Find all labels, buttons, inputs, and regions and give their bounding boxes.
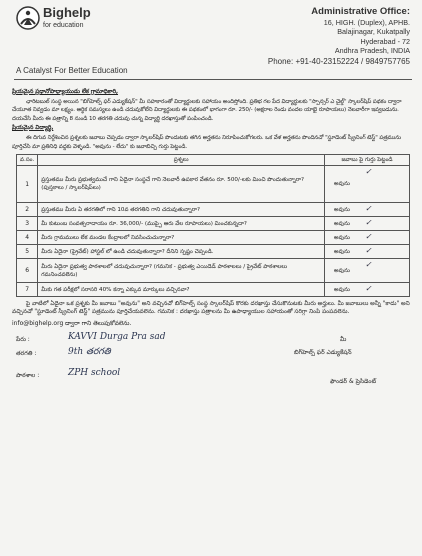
check-mark-icon: ✓: [365, 260, 372, 270]
table-row: [17, 259, 410, 283]
salutation-student: ప్రియమైన విద్యార్థి,: [12, 125, 54, 132]
office-title: Administrative Office:: [311, 6, 410, 17]
check-mark-icon: ✓: [365, 284, 372, 294]
table-row: [17, 217, 410, 231]
salutation-headmaster: ప్రియమైన ప్రధానోపాధ్యాయుడు లేక గ్రామాధికారి,: [12, 89, 119, 95]
row-question: మీరు ఏదైనా (ప్రైవేట్) హాస్టల్ లో ఉండి చదువుతున్నారా? దీనిని స్పష్టం చెప్పండి.: [38, 245, 325, 259]
row-question: మీరు ఏదైనా ప్రభుత్వ పాఠశాలలో చదువుచున్నారా? (గమనిక - ప్రభుత్వ ఎయిడెడ్ పాఠశాలలు / ప్రైవేట్ పాఠశాలలు గమనించవలెను): [38, 259, 325, 283]
brand-sub: for education: [43, 22, 84, 29]
eligibility-table: [16, 154, 410, 297]
row-no: 3: [17, 217, 38, 231]
answer-yes: అవును: [334, 248, 350, 255]
row-question: ప్రస్తుతము మీరు ప్రభుత్వముచే గాని ఏదైనా సంస్థచే గాని నెలవారీ ఉపకార వేతనం రూ. 500/-లకు మించి పొందుతున్నారా? (పుస్తకాలు / స్కాలర్‌షిప్‌లు): [38, 166, 325, 203]
row-no: 5: [17, 245, 38, 259]
answer-yes: అవును: [334, 206, 350, 213]
bighelp-logo-icon: [16, 6, 40, 30]
answer-yes: అవును: [334, 267, 350, 274]
row-question: మీకు గత పరీక్షలో సరాసరి 40% కన్నా ఎక్కువ మార్కులు వచ్చినవా?: [38, 283, 325, 297]
col-answer: జవాబు పై గుర్తు పెట్టండి: [325, 155, 410, 166]
col-no: వ.సం.: [17, 155, 38, 166]
answer-cell[interactable]: [325, 259, 410, 283]
answer-cell[interactable]: [325, 203, 410, 217]
row-no: 7: [17, 283, 38, 297]
founder-title: ఫౌండర్ & ప్రెసిడెంట్: [330, 377, 377, 385]
class-row: [12, 346, 414, 360]
office-address: [268, 6, 410, 67]
class-value[interactable]: 9th తరగతి: [68, 346, 111, 357]
check-mark-icon: ✓: [365, 218, 372, 228]
table-row: [17, 283, 410, 297]
table-row: [17, 203, 410, 217]
logo: [16, 6, 91, 30]
school-label: పాఠశాల :: [16, 371, 40, 379]
name-value[interactable]: KAVVI Durga Pra sad: [68, 331, 166, 342]
answer-yes: అవును: [334, 286, 350, 293]
row-no: 4: [17, 231, 38, 245]
school-value[interactable]: ZPH school: [68, 367, 121, 378]
col-question: ప్రశ్నలు: [38, 155, 325, 166]
phone: Phone: +91-40-23152224 / 9849757765: [267, 56, 410, 66]
answer-cell[interactable]: [325, 231, 410, 245]
name-label: పేరు :: [16, 335, 30, 343]
contact-email: info@bighelp.org ద్వారా గాని తెలుపుకోవలెను.: [12, 319, 132, 327]
answer-yes: అవును: [334, 181, 350, 188]
check-mark-icon: ✓: [365, 167, 372, 177]
address-line: 16, HIGH. (Duplex), APHB.: [323, 18, 410, 27]
name-row: [12, 332, 414, 346]
answer-cell[interactable]: [325, 166, 410, 203]
table-header: [17, 155, 410, 166]
footer-paragraph: పై వాటిలో ఏదైనా ఒక ప్రశ్నకు మీ జవాబు "అవును" అని వచ్చినచో బిగ్‌హెల్ప్ సంస్థ స్కాలర్‌షిప్ కొరకు దరఖాస్తు చేసుకొనుటకు మీరు అర్హులు. మీ జవాబులు అన్నీ "కాదు" అని వచ్చినచో "స్టూడెంట్ స్క్రీనింగ్ టెస్ట్" పత్రమును పూర్తిచేయవలెను. గమనిక : దరఖాస్తు పత్రాలను మీ ఉపాధ్యాయుల సహాయంతో సరిగ్గా నింపి పంపవలెను.: [12, 301, 410, 316]
row-question: మీరు గ్రామములు లేక మండల కేంద్రాలలో నివసించుచున్నారా?: [38, 231, 325, 245]
letter-body: [12, 88, 414, 151]
row-question: ప్రస్తుతము మీరు ఏ తరగతిలో గాని 10వ తరగతిని గాని చదువుతున్నారా?: [38, 203, 325, 217]
table-row: [17, 166, 410, 203]
answer-cell[interactable]: [325, 245, 410, 259]
answer-yes: అవును: [334, 220, 350, 227]
closing-word: మీ: [340, 335, 347, 343]
address-line: Hyderabad - 72: [360, 36, 410, 46]
row-no: 6: [17, 259, 38, 283]
check-mark-icon: ✓: [365, 246, 372, 256]
letterhead: [12, 4, 414, 88]
tagline: A Catalyst For Better Education: [16, 66, 128, 75]
paragraph-instructions: ఈ దిగువ నిర్దేశించిన ప్రశ్నలకు జవాబు చెప్పడం ద్వారా స్కాలర్‌షిప్ పొందుటకు తగిన అర్హతను నిరూపించుకోగలరు. ఒక వేళ అర్హతను పొందినచో "స్టూడెంట్ స్క్రీనింగ్ టెస్ట్" పత్రమును పూర్తిచేసి మా ప్రతినిధి వద్దకు వెళ్ళండి. "అవును - లేదు" కు జవాబిచ్చి గుర్తు పెట్టండి.: [12, 134, 401, 150]
footer-text: [12, 300, 414, 316]
header-divider: [14, 79, 412, 80]
paragraph-intro: ఛారిటబుల్ సంస్థ అయిన "బిగ్‌హెల్ప్ ఫర్ ఎడ్యుకేషన్" మీ సహకారంతో విద్యార్థులకు సహాయం అందిస్తోంది. ప్రతిభ గల పేద విద్యార్థులకు "స్పాన్సర్ ఎ చైల్డ్" స్కాలర్‌షిప్ పథకం ద్వారా చేయూత నివ్వడం మా లక్ష్యం. ఆర్థిక సమస్యలు ఉండి చదువుకోలేని విద్యార్థులకు ఈ పథకంలో భాగంగా రూ. 250/- (అక్షరాల రెండు వందల యాభై రూపాయలు) నెలవారీగా ఇవ్వబడును. దయచేసి మీరు ఈ పత్రాన్ని 8 నుండి 10 తరగతి చదువు చున్న విద్యార్థి దరఖాస్తుతో పంపించండి.: [12, 98, 402, 122]
organization-name: బిగ్‌హెల్ప్ ఫర్ ఎడ్యుకేషన్: [294, 348, 352, 356]
check-mark-icon: ✓: [365, 204, 372, 214]
address-line: Balajinagar, Kukatpally: [337, 27, 410, 37]
row-question: మీ కుటుంబ సంవత్సరాదాయం రూ. 36,000/- (ముప్పై ఆరు వేల రూపాయలు) మించకున్నదా?: [38, 217, 325, 231]
answer-yes: అవును: [334, 234, 350, 241]
row-no: 1: [17, 166, 38, 203]
answer-cell[interactable]: [325, 217, 410, 231]
table-row: [17, 245, 410, 259]
school-row: [12, 367, 414, 385]
class-label: తరగతి :: [16, 349, 37, 357]
address-line: Andhra Pradesh, INDIA: [334, 46, 410, 56]
brand-name: Bighelp: [43, 5, 91, 20]
row-no: 2: [17, 203, 38, 217]
check-mark-icon: ✓: [365, 232, 372, 242]
answer-cell[interactable]: [325, 283, 410, 297]
table-row: [17, 231, 410, 245]
